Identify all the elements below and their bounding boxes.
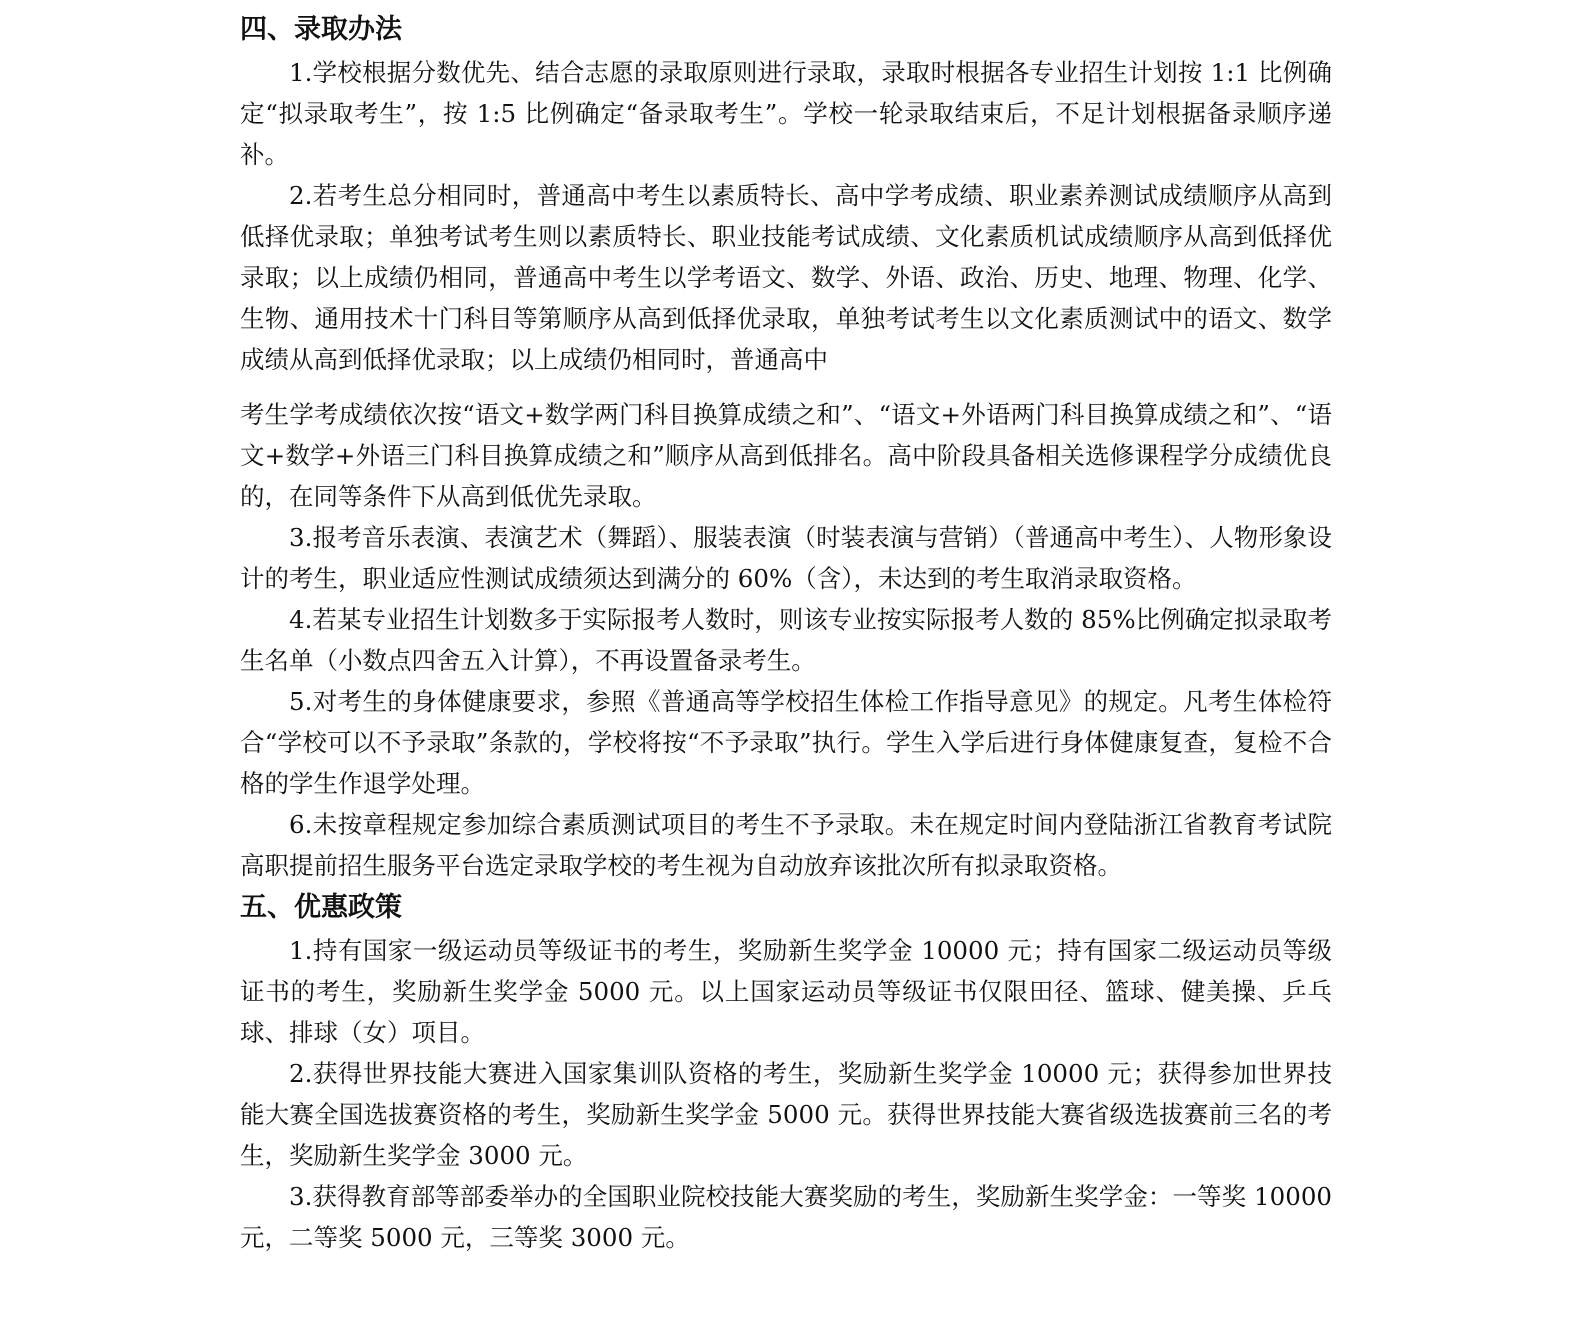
admission-rule-3: 3.报考音乐表演、表演艺术（舞蹈）、服装表演（时装表演与营销）（普通高中考生）、人物形象设计的考生，职业适应性测试成绩须达到满分的 60%（含），未达到的考生取消录取资格。 [240, 523, 1332, 593]
admission-rule-1: 1.学校根据分数优先、结合志愿的录取原则进行录取，录取时根据各专业招生计划按 1:1 比例确定“拟录取考生”，按 1:5 比例确定“备录取考生”。学校一轮录取结束后，不足计划根据备录顺序递补。 [240, 58, 1332, 169]
incentive-rule-2: 2.获得世界技能大赛进入国家集训队资格的考生，奖励新生奖学金 10000 元；获得参加世界技能大赛全国选拔赛资格的考生，奖励新生奖学金 5000 元。获得世界技能大赛省级选拔赛前三名的考生，奖励新生奖学金 3000 元。 [240, 1059, 1332, 1170]
incentive-rule-1: 1.持有国家一级运动员等级证书的考生，奖励新生奖学金 10000 元；持有国家二级运动员等级证书的考生，奖励新生奖学金 5000 元。以上国家运动员等级证书仅限田径、篮球、健美操、乒乓球、排球（女）项目。 [240, 936, 1332, 1047]
admission-rule-2-continued: 考生学考成绩依次按“语文+数学两门科目换算成绩之和”、“语文+外语两门科目换算成绩之和”、“语文+数学+外语三门科目换算成绩之和”顺序从高到低排名。高中阶段具备相关选修课程学分成绩优良的，在同等条件下从高到低优先录取。 [240, 400, 1332, 511]
section-heading-incentives: 五、优惠政策 [240, 892, 402, 923]
incentive-rule-3: 3.获得教育部等部委举办的全国职业院校技能大赛奖励的考生，奖励新生奖学金：一等奖 10000 元，二等奖 5000 元，三等奖 3000 元。 [240, 1182, 1332, 1252]
document-page [240, 8, 1332, 1258]
admission-rule-2: 2.若考生总分相同时，普通高中考生以素质特长、高中学考成绩、职业素养测试成绩顺序从高到低择优录取；单独考试考生则以素质特长、职业技能考试成绩、文化素质机试成绩顺序从高到低择优录取；以上成绩仍相同，普通高中考生以学考语文、数学、外语、政治、历史、地理、物理、化学、生物、通用技术十门科目等第顺序从高到低择优录取，单独考试考生以文化素质测试中的语文、数学成绩从高到低择优录取；以上成绩仍相同时，普通高中 [240, 181, 1332, 374]
admission-rule-6: 6.未按章程规定参加综合素质测试项目的考生不予录取。未在规定时间内登陆浙江省教育考试院高职提前招生服务平台选定录取学校的考生视为自动放弃该批次所有拟录取资格。 [240, 810, 1332, 880]
admission-rule-4: 4.若某专业招生计划数多于实际报考人数时，则该专业按实际报考人数的 85%比例确定拟录取考生名单（小数点四舍五入计算），不再设置备录考生。 [240, 605, 1332, 675]
section-heading-admission: 四、录取办法 [240, 14, 402, 45]
admission-rule-5: 5.对考生的身体健康要求，参照《普通高等学校招生体检工作指导意见》的规定。凡考生体检符合“学校可以不予录取”条款的，学校将按“不予录取”执行。学生入学后进行身体健康复查，复检不合格的学生作退学处理。 [240, 687, 1332, 798]
